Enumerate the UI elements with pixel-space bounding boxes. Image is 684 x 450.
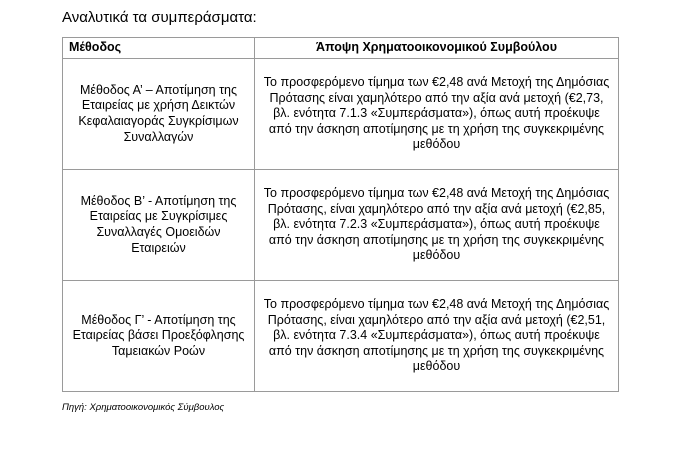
opinion-cell: Το προσφερόμενο τίμημα των €2,48 ανά Μετοχή της Δημόσιας Πρότασης, είναι χαμηλότερο από την αξία ανά μετοχή (€2,85, βλ. ενότητα 7.2.3 «Συμπεράσματα»), όπως αυτή προέκυψε από την άσκηση αποτίμησης με τη χρήση της συγκεκριμένης μεθόδου bbox=[255, 170, 619, 281]
table-header-row bbox=[63, 38, 619, 59]
opinion-cell: Το προσφερόμενο τίμημα των €2,48 ανά Μετοχή της Δημόσιας Πρότασης, είναι χαμηλότερο από την αξία ανά μετοχή (€2,51, βλ. ενότητα 7.3.4 «Συμπεράσματα»), όπως αυτή προέκυψε από την άσκηση αποτίμησης με τη χρήση της συγκεκριμένης μεθόδου bbox=[255, 281, 619, 392]
conclusions-table bbox=[62, 37, 619, 392]
method-cell: Μέθοδος Γ’ - Αποτίμηση της Εταιρείας βάσει Προεξόφλησης Ταμειακών Ροών bbox=[63, 281, 255, 392]
source-note: Πηγή: Χρηματοοικονομικός Σύμβουλος bbox=[62, 402, 225, 413]
intro-text: Αναλυτικά τα συμπεράσματα: bbox=[62, 9, 257, 26]
header-method: Μέθοδος bbox=[63, 38, 255, 59]
table-row bbox=[63, 281, 619, 392]
table-row bbox=[63, 170, 619, 281]
method-cell: Μέθοδος Α’ – Αποτίμηση της Εταιρείας με χρήση Δεικτών Κεφαλαιαγοράς Συγκρίσιμων Συναλλαγών bbox=[63, 59, 255, 170]
header-opinion: Άποψη Χρηματοοικονομικού Συμβούλου bbox=[255, 38, 619, 59]
table-row bbox=[63, 59, 619, 170]
method-cell: Μέθοδος Β’ - Αποτίμηση της Εταιρείας με Συγκρίσιμες Συναλλαγές Ομοειδών Εταιρειών bbox=[63, 170, 255, 281]
opinion-cell: Το προσφερόμενο τίμημα των €2,48 ανά Μετοχή της Δημόσιας Πρότασης είναι χαμηλότερο από την αξία ανά μετοχή (€2,73, βλ. ενότητα 7.1.3 «Συμπεράσματα»), όπως αυτή προέκυψε από την άσκηση αποτίμησης με τη χρήση της συγκεκριμένης μεθόδου bbox=[255, 59, 619, 170]
